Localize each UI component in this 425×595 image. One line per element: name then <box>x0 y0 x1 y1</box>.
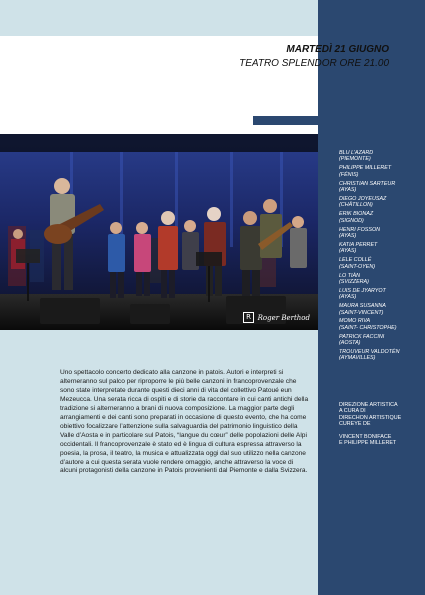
performer-place: (AYAS) <box>339 294 357 301</box>
list-item <box>339 273 421 286</box>
performer-place: (AYAS) <box>339 248 357 255</box>
accent-bar <box>253 116 389 125</box>
performer-name: LELE COLLÉ <box>339 257 372 264</box>
list-item <box>339 227 421 240</box>
top-band <box>0 0 318 36</box>
list-item <box>339 211 421 224</box>
performer-name: BLU L’AZARD <box>339 150 374 156</box>
direction-label-fr: DIRECHON ARTISTIQUE <box>339 414 402 421</box>
direction-label-fr-2: CUREYE DE <box>339 421 371 428</box>
event-description: Uno spettacolo concerto dedicato alla canzone in patois. Autori e interpreti si alterneranno sul palco per riproporre le più belle canzoni in francoprovenzale che sono state interpretate durante questi dieci anni di vita del collettivo Patoué eun Mezeucca. Una serata ricca di ospiti e di storie da raccontare in cui canti antichi della tradizione si alterneranno a brani di nuova composizione. La maggior parte degli arrangiamenti e dei canti sono preparati in occasione di questo evento, che ha come obiettivo focalizzare l’attenzione sulla salvaguardia del patrimonio linguistico della Valle d’Aosta e in particolare sul Patois, “langue du cœur” delle popolazioni delle Alpi occidentali. Il francoprovenzale è stato ed è lingua di cultura espressa attraverso la poesia, la prosa, il teatro, la musica e attualizzata oggi dal suo utilizzo nella canzone d’autore a cui questa serata vuole rendere omaggio, anche attraverso la voce di alcuni protagonisti della canzone in Patois provenienti dal Piemonte e dalla Svizzera. <box>60 369 309 475</box>
performer-place: (SIGNOD) <box>339 217 364 224</box>
performer-name: KATIA PERRET <box>339 241 378 248</box>
performer-name: TROUVEUR VALDOTÈN <box>339 349 400 356</box>
event-venue: TEATRO SPLENDOR ORE 21.00 <box>239 58 389 69</box>
performer-name: PATRICK FACCINI <box>339 333 385 340</box>
list-item <box>339 165 421 178</box>
list-item <box>339 196 421 209</box>
performer-place: (SAINT- CHRISTOPHE) <box>339 324 397 331</box>
performer-name: PHILIPPE MILLERET <box>339 165 392 172</box>
list-item <box>339 349 421 362</box>
performer-name: LO TIÀN <box>339 272 360 279</box>
performer-name: LUIS DE JYARYOT <box>339 287 386 294</box>
list-item <box>339 150 421 163</box>
performer-name: MAURA SUSANNA <box>339 303 386 310</box>
stage-illustration <box>0 134 318 330</box>
performer-name: MOMO RIVA <box>339 318 371 325</box>
performer-place: (SAINT-VINCENT) <box>339 309 384 316</box>
list-item <box>339 181 421 194</box>
performer-name: DIEGO JOYEUSAZ <box>339 195 387 202</box>
direction-names-2: E PHILIPPE MILLERET <box>339 440 397 447</box>
event-date: MARTEDÌ 21 GIUGNO <box>286 44 389 55</box>
performer-place: (CHÂTILLON) <box>339 202 373 209</box>
artistic-direction <box>339 402 421 446</box>
performer-place: (SVIZZERA) <box>339 278 369 285</box>
performer-place: (FÉNIS) <box>339 171 359 178</box>
performer-place: (SAINT-OYEN) <box>339 263 376 270</box>
performer-place: (AYAS) <box>339 187 357 194</box>
concert-photo <box>0 134 318 330</box>
direction-label-it: DIREZIONE ARTISTICA <box>339 402 398 408</box>
direction-label-it-2: A CURA DI <box>339 408 366 415</box>
list-item <box>339 257 421 270</box>
performer-name: HENRI FOSSON <box>339 226 381 233</box>
performers-list <box>339 150 421 364</box>
performer-name: CHRISTIAN SARTEUR <box>339 180 396 187</box>
direction-names: VINCENT BONIFACE <box>339 433 392 440</box>
performer-name: ERIK BIONAZ <box>339 211 374 218</box>
list-item <box>339 288 421 301</box>
list-item <box>339 242 421 255</box>
performer-place: (PIEMONTE) <box>339 156 371 163</box>
performer-place: (AYAS) <box>339 232 357 239</box>
performer-place: (AYMAVILLES) <box>339 355 376 362</box>
photographer-logo: R <box>243 312 254 323</box>
list-item <box>339 303 421 316</box>
list-item <box>339 318 421 331</box>
photo-credit: Roger Berthod <box>257 314 310 322</box>
performer-place: (AOSTA) <box>339 340 361 347</box>
list-item <box>339 334 421 347</box>
